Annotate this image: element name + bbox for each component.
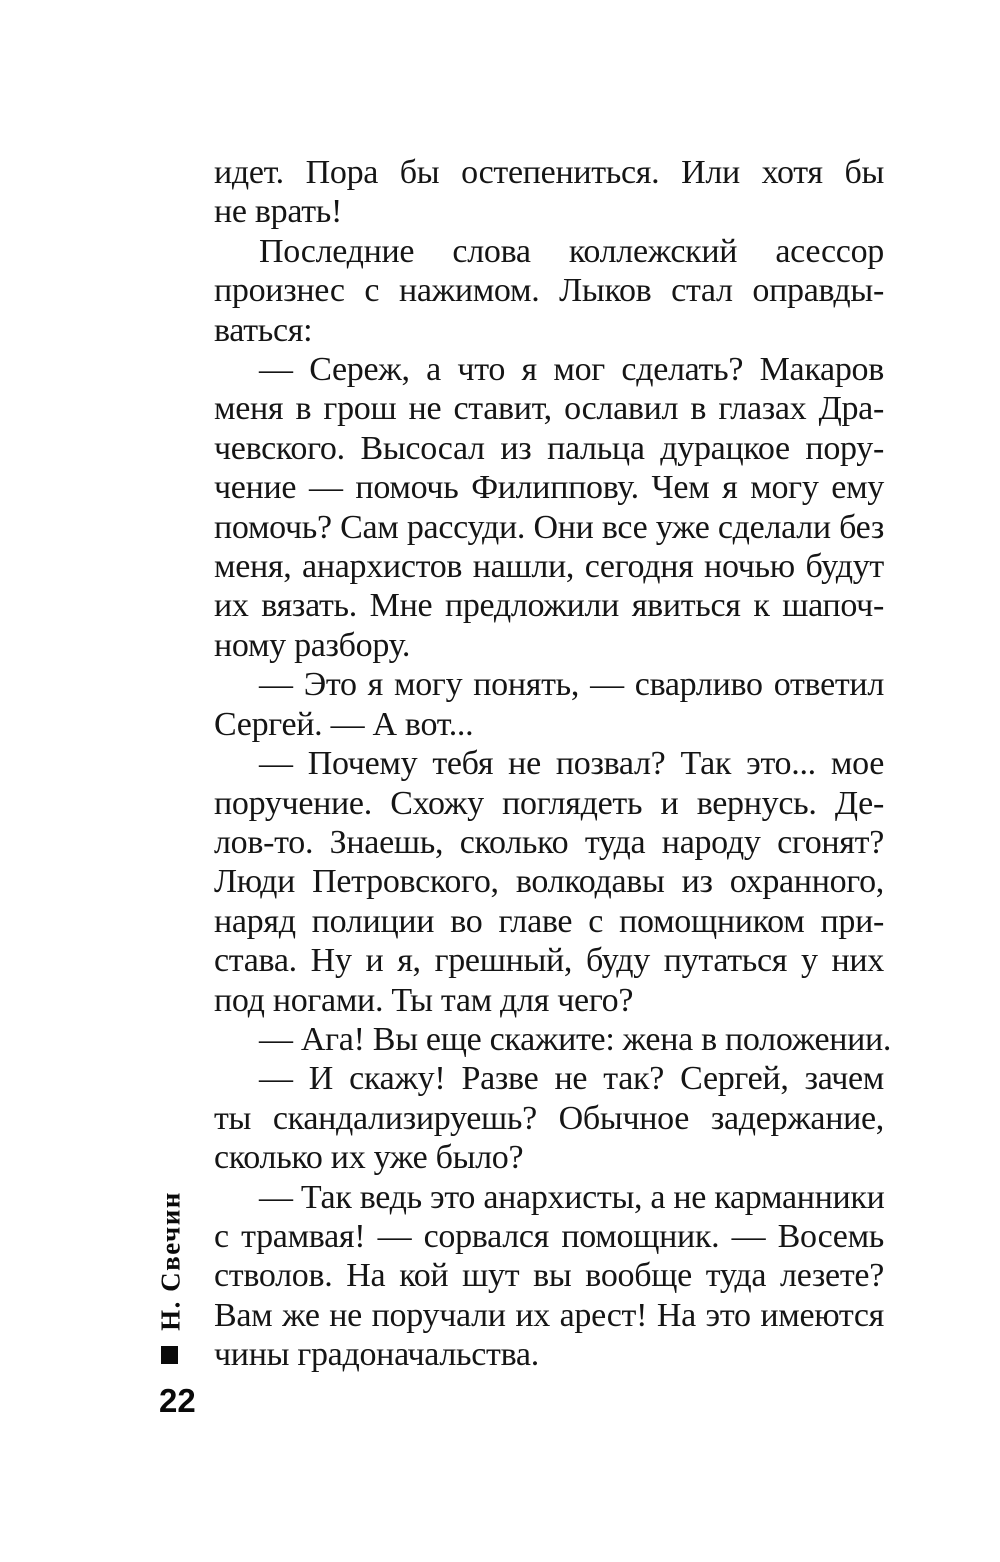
- text-line: под ногами. Ты там для чего?: [214, 981, 634, 1019]
- text-block: [214, 153, 892, 1375]
- section-marker-square: [161, 1346, 178, 1364]
- text-line: с трамвая! — сорвался помощник. — Восемь: [214, 1217, 884, 1255]
- text-line: Сергей. — А вот...: [214, 705, 474, 743]
- text-line: наряд полиции во главе с помощником при-: [214, 902, 884, 940]
- text-line: Вам же не поручали их арест! На это имеются: [214, 1296, 884, 1334]
- text-line: произнес с нажимом. Лыков стал оправды-: [214, 272, 884, 310]
- text-line: ты скандализируешь? Обычное задержание,: [214, 1099, 884, 1137]
- text-line: — Ага! Вы еще скажите: жена в положении.: [259, 1020, 892, 1058]
- text-line: поручение. Схожу поглядеть и вернусь. Де-: [214, 784, 884, 822]
- text-line: сколько их уже было?: [214, 1139, 524, 1177]
- paragraph: [214, 350, 884, 665]
- text-line: става. Ну и я, грешный, буду путаться у них: [214, 942, 884, 980]
- paragraph: [214, 153, 884, 232]
- text-line: идет. Пора бы остепениться. Или хотя бы: [214, 154, 884, 191]
- text-line: чевского. Высосал из пальца дурацкое пору-: [214, 429, 884, 467]
- text-line: меня, анархистов нашли, сегодня ночью будут: [214, 548, 884, 586]
- paragraph: [214, 665, 884, 744]
- text-line: — Так ведь это анархисты, а не карманники: [259, 1178, 885, 1216]
- text-line: — Сереж, а что я мог сделать? Макаров: [259, 351, 884, 389]
- text-line: — Это я могу понять, — сварливо ответил: [259, 666, 884, 704]
- paragraph: [214, 744, 884, 1020]
- author-vertical-label: Н. Свечин: [155, 1191, 186, 1331]
- paragraph: [214, 1178, 884, 1375]
- text-line: их вязать. Мне предложили явиться к шапоч-: [214, 587, 884, 625]
- paragraph: [214, 1059, 884, 1177]
- text-line: ваться:: [214, 311, 313, 349]
- text-line: не врать!: [214, 193, 343, 231]
- text-line: — Почему тебя не позвал? Так это... мое: [259, 745, 884, 783]
- text-line: чины градоначальства.: [214, 1336, 539, 1374]
- text-line: чение — помочь Филиппову. Чем я могу ему: [214, 469, 884, 507]
- paragraph: [214, 232, 884, 350]
- text-line: помочь? Сам рассуди. Они все уже сделали без: [214, 508, 884, 546]
- text-line: — И скажу! Разве не так? Сергей, зачем: [259, 1060, 884, 1098]
- text-line: Последние слова коллежский асессор: [259, 232, 884, 270]
- paragraph: [214, 1020, 892, 1059]
- page-number: 22: [159, 1382, 196, 1419]
- text-line: стволов. На кой шут вы вообще туда лезете?: [214, 1257, 884, 1295]
- text-line: Люди Петровского, волкодавы из охранного,: [214, 863, 884, 901]
- text-line: меня в грош не ставит, ославил в глазах Дра-: [214, 390, 884, 428]
- text-line: ному разбору.: [214, 626, 411, 664]
- text-line: лов-то. Знаешь, сколько туда народу сгонят?: [214, 823, 884, 861]
